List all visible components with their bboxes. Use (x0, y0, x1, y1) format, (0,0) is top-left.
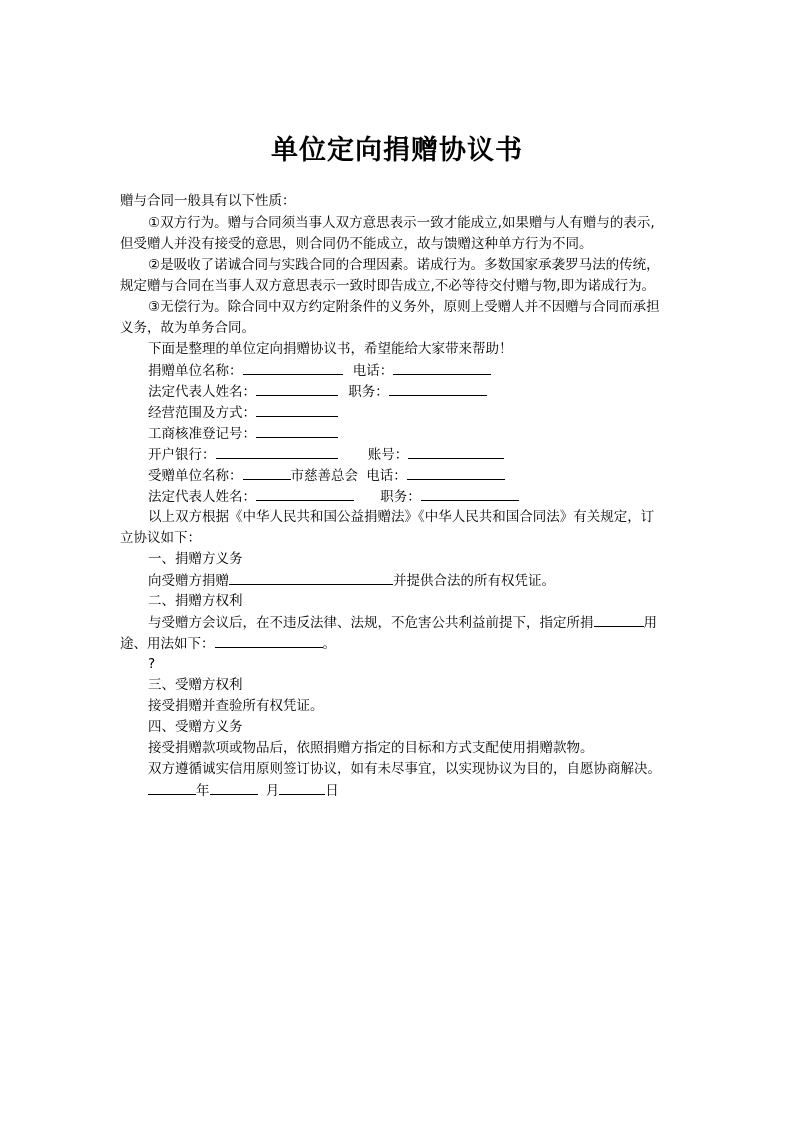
recipient-phone-label: 电话： (366, 468, 407, 484)
section-3-title: 三、受赠方权利 (148, 677, 243, 693)
reg-no-row (148, 425, 338, 442)
section-1-pre: 向受赠方捐赠 (148, 573, 229, 589)
legal-rep2-row (148, 488, 519, 505)
designated-item-blank[interactable] (594, 614, 644, 627)
legal-rep-row (148, 383, 487, 400)
business-scope-row (148, 404, 338, 421)
donation-item-blank[interactable] (229, 572, 393, 585)
intro-line: 赠与合同一般具有以下性质： (120, 193, 296, 209)
legal-rep-blank[interactable] (256, 383, 338, 396)
legal-rep2-label: 法定代表人姓名： (148, 489, 256, 505)
account-label: 账号： (367, 447, 409, 463)
day-label: 日 (325, 783, 339, 799)
date-row (148, 782, 339, 799)
usage-end: 。 (322, 636, 336, 652)
section-2-line-2 (120, 635, 336, 652)
lead-in-line: 下面是整理的单位定向捐赠协议书，希望能给大家带来帮助！ (148, 341, 513, 357)
section-4-text: 接受捐赠款项或物品后，依照捐赠方指定的目标和方式支配使用捐赠款物。 (148, 740, 594, 756)
legal-rep-label: 法定代表人姓名： (148, 384, 256, 400)
business-scope-label: 经营范围及方式： (148, 405, 256, 421)
section-1-text (148, 572, 555, 589)
property-2-line-2: 规定赠与合同在当事人双方意思表示一致时即告成立,不必等待交付赠与物,即为诺成行为。 (120, 278, 656, 294)
usage-label: 途、用法如下： (120, 636, 215, 652)
property-3-line-1: ③无偿行为。除合同中双方约定附条件的义务外，原则上受赠人并不因赠与合同而承担 (148, 299, 660, 315)
usage-blank[interactable] (215, 635, 323, 648)
business-scope-blank[interactable] (256, 404, 338, 417)
reg-no-blank[interactable] (256, 425, 338, 438)
year-label: 年 (196, 783, 210, 799)
account-blank[interactable] (408, 446, 504, 459)
agreement-line-2: 立协议如下： (120, 530, 201, 546)
position2-label: 职务： (380, 489, 421, 505)
section-3-text: 接受捐赠并查验所有权凭证。 (148, 698, 324, 714)
donor-phone-blank[interactable] (393, 362, 491, 375)
recipient-unit-label: 受赠单位名称： (148, 468, 243, 484)
closing-text: 双方遵循诚实信用原则签订协议，如有未尽事宜，以实现协议为目的，自愿协商解决。 (148, 761, 661, 777)
year-blank[interactable] (148, 782, 196, 795)
recipient-phone-blank[interactable] (407, 467, 505, 480)
document-title: 单位定向捐赠协议书 (271, 135, 523, 166)
bank-row (148, 446, 504, 463)
section-2-pre: 与受赠方会议后，在不违反法律、法规，不危害公共利益前提下，指定所捐 (148, 615, 594, 631)
property-1-line-2: 但受赠人并没有接受的意思，则合同仍不能成立，故与馈赠这种单方行为不同。 (120, 236, 593, 252)
position-blank[interactable] (389, 383, 487, 396)
bank-blank[interactable] (216, 446, 338, 459)
day-blank[interactable] (279, 782, 325, 795)
position2-blank[interactable] (421, 488, 519, 501)
bank-label: 开户银行： (148, 447, 216, 463)
property-2-line-1: ②是吸收了诺诚合同与实践合同的合理因素。诺成行为。多数国家承袭罗马法的传统， (148, 257, 660, 273)
month-label: 月 (265, 783, 280, 799)
donor-unit-blank[interactable] (243, 362, 343, 375)
position-label: 职务： (348, 384, 389, 400)
donor-phone-label: 电话： (352, 363, 394, 379)
recipient-unit-row (148, 467, 505, 484)
section-2-post: 用 (643, 615, 657, 631)
property-1-line-1: ①双方行为。赠与合同须当事人双方意思表示一致才能成立,如果赠与人有赠与的表示, (148, 215, 655, 231)
agreement-line-1: 以上双方根据《中华人民共和国公益捐赠法》《中华人民共和国合同法》有关规定，订 (148, 509, 655, 525)
section-1-post: 并提供合法的所有权凭证。 (393, 573, 555, 589)
question-mark: ? (148, 656, 156, 672)
legal-rep2-blank[interactable] (256, 488, 354, 501)
section-2-title: 二、捐赠方权利 (148, 593, 243, 609)
property-3-line-2: 义务，故为单务合同。 (120, 320, 255, 336)
section-4-title: 四、受赠方义务 (148, 719, 243, 735)
donor-unit-label: 捐赠单位名称： (148, 363, 243, 379)
donor-unit-row (148, 362, 491, 379)
month-blank[interactable] (210, 782, 258, 795)
recipient-unit-blank[interactable] (243, 467, 291, 480)
reg-no-label: 工商核准登记号： (148, 426, 256, 442)
recipient-unit-name: 市慈善总会 (290, 468, 358, 484)
section-1-title: 一、捐赠方义务 (148, 551, 243, 567)
section-2-line-1 (148, 614, 657, 631)
